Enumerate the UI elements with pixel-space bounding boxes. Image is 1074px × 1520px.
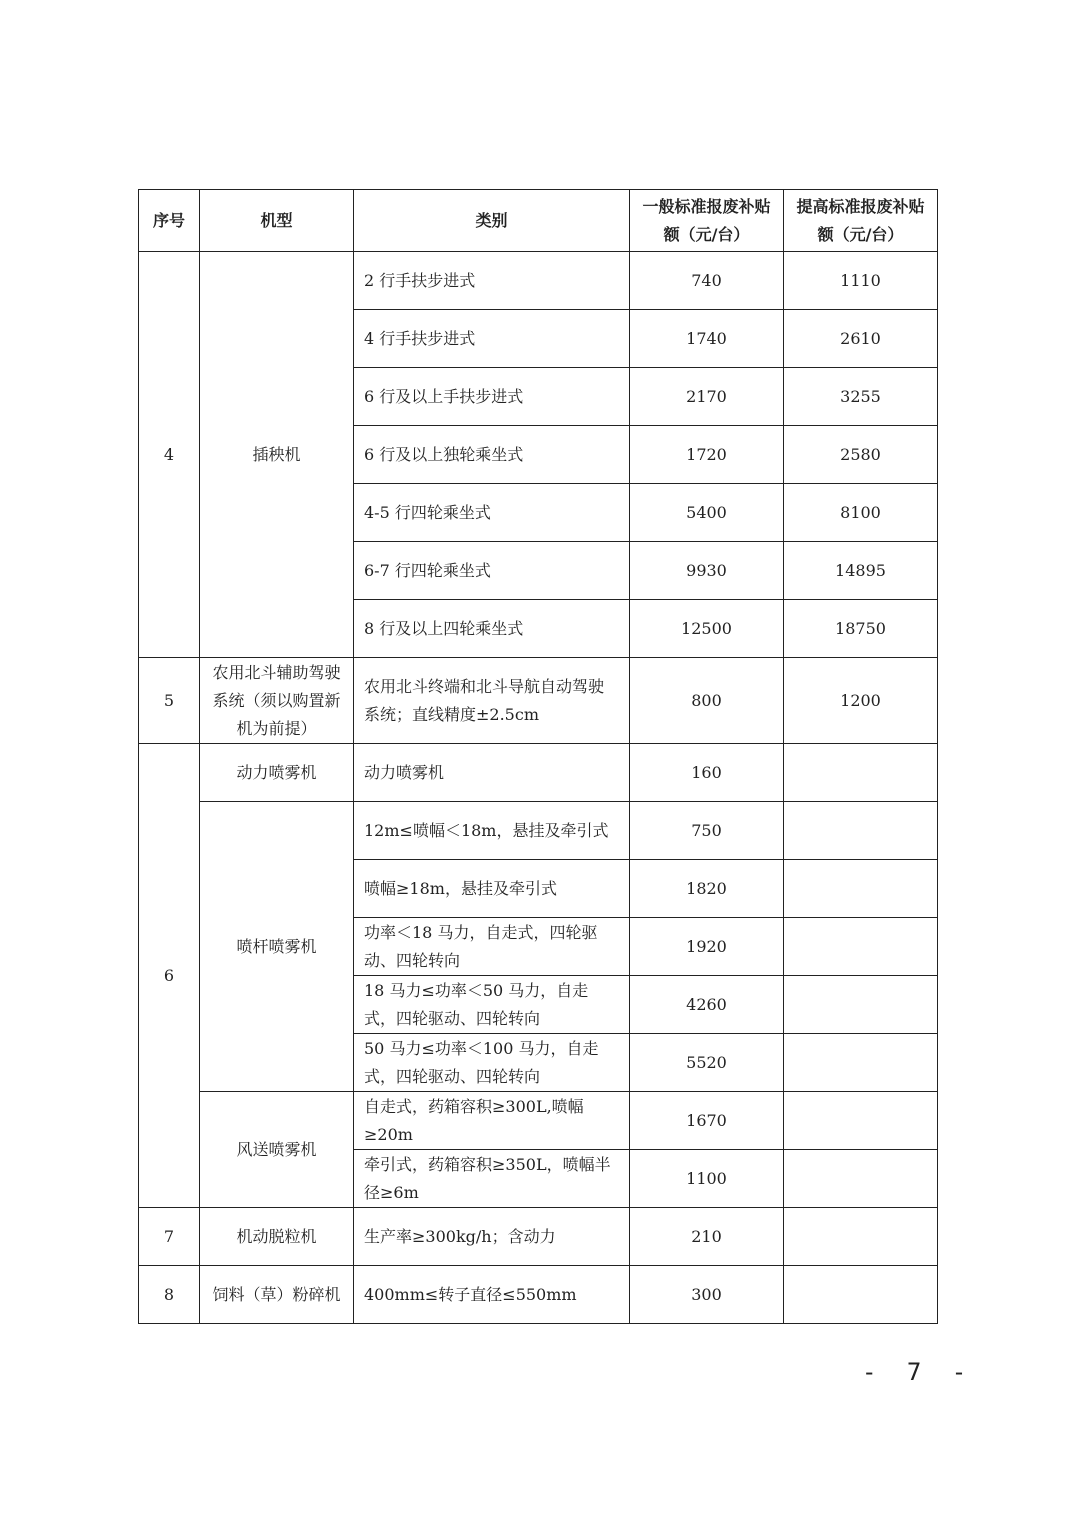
model-cell: 农用北斗辅助驾驶系统（须以购置新机为前提） [200,658,354,744]
category-cell: 50 马力≤功率＜100 马力，自走式，四轮驱动、四轮转向 [354,1034,630,1092]
raised-amount-cell [784,744,938,802]
category-cell: 农用北斗终端和北斗导航自动驾驶系统；直线精度±2.5cm [354,658,630,744]
seq-cell: 6 [139,744,200,1208]
table-row [139,802,938,860]
model-cell: 喷杆喷雾机 [200,802,354,1092]
header-seq: 序号 [139,190,200,252]
general-amount-cell: 9930 [630,542,784,600]
seq-cell: 4 [139,252,200,658]
raised-amount-cell: 18750 [784,600,938,658]
header-raised-subsidy: 提高标准报废补贴额（元/台） [784,190,938,252]
seq-cell: 5 [139,658,200,744]
general-amount-cell: 210 [630,1208,784,1266]
raised-amount-cell [784,1150,938,1208]
category-cell: 18 马力≤功率＜50 马力，自走式，四轮驱动、四轮转向 [354,976,630,1034]
seq-cell: 8 [139,1266,200,1324]
general-amount-cell: 1720 [630,426,784,484]
category-cell: 6-7 行四轮乘坐式 [354,542,630,600]
raised-amount-cell [784,1092,938,1150]
category-cell: 生产率≥300kg/h；含动力 [354,1208,630,1266]
header-general-subsidy: 一般标准报废补贴额（元/台） [630,190,784,252]
general-amount-cell: 1820 [630,860,784,918]
general-amount-cell: 12500 [630,600,784,658]
raised-amount-cell: 8100 [784,484,938,542]
category-cell: 8 行及以上四轮乘坐式 [354,600,630,658]
table-row [139,1266,938,1324]
raised-amount-cell [784,1208,938,1266]
general-amount-cell: 160 [630,744,784,802]
table-row [139,744,938,802]
category-cell: 4-5 行四轮乘坐式 [354,484,630,542]
raised-amount-cell: 14895 [784,542,938,600]
category-cell: 6 行及以上手扶步进式 [354,368,630,426]
category-cell: 喷幅≥18m，悬挂及牵引式 [354,860,630,918]
raised-amount-cell: 2610 [784,310,938,368]
raised-amount-cell [784,976,938,1034]
raised-amount-cell [784,802,938,860]
table-row [139,1092,938,1150]
category-cell: 4 行手扶步进式 [354,310,630,368]
raised-amount-cell: 1200 [784,658,938,744]
general-amount-cell: 4260 [630,976,784,1034]
model-cell: 机动脱粒机 [200,1208,354,1266]
general-amount-cell: 800 [630,658,784,744]
raised-amount-cell [784,1266,938,1324]
general-amount-cell: 2170 [630,368,784,426]
general-amount-cell: 5520 [630,1034,784,1092]
model-cell: 插秧机 [200,252,354,658]
raised-amount-cell [784,860,938,918]
table-row [139,658,938,744]
general-amount-cell: 750 [630,802,784,860]
model-cell: 风送喷雾机 [200,1092,354,1208]
general-amount-cell: 1100 [630,1150,784,1208]
seq-cell: 7 [139,1208,200,1266]
header-row [139,190,938,252]
general-amount-cell: 5400 [630,484,784,542]
model-cell: 饲料（草）粉碎机 [200,1266,354,1324]
subsidy-table [138,189,938,1324]
raised-amount-cell [784,918,938,976]
category-cell: 牵引式，药箱容积≥350L，喷幅半径≥6m [354,1150,630,1208]
raised-amount-cell [784,1034,938,1092]
category-cell: 12m≤喷幅＜18m，悬挂及牵引式 [354,802,630,860]
general-amount-cell: 1740 [630,310,784,368]
raised-amount-cell: 2580 [784,426,938,484]
category-cell: 400mm≤转子直径≤550mm [354,1266,630,1324]
model-cell: 动力喷雾机 [200,744,354,802]
raised-amount-cell: 3255 [784,368,938,426]
raised-amount-cell: 1110 [784,252,938,310]
general-amount-cell: 300 [630,1266,784,1324]
header-model: 机型 [200,190,354,252]
category-cell: 2 行手扶步进式 [354,252,630,310]
general-amount-cell: 1670 [630,1092,784,1150]
category-cell: 自走式，药箱容积≥300L,喷幅≥20m [354,1092,630,1150]
category-cell: 功率＜18 马力，自走式，四轮驱动、四轮转向 [354,918,630,976]
table-row [139,1208,938,1266]
general-amount-cell: 740 [630,252,784,310]
category-cell: 动力喷雾机 [354,744,630,802]
general-amount-cell: 1920 [630,918,784,976]
category-cell: 6 行及以上独轮乘坐式 [354,426,630,484]
table-row [139,252,938,310]
page-number: - 7 - [862,1358,975,1386]
header-category: 类别 [354,190,630,252]
